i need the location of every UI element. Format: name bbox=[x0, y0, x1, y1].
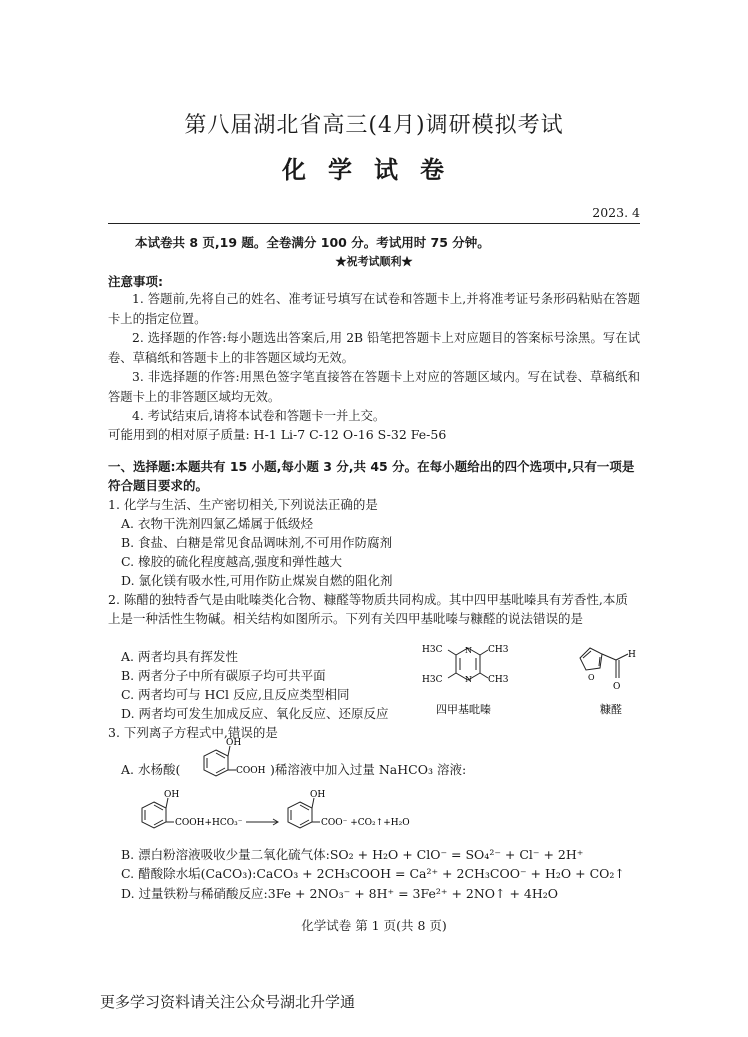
salicylic-acid-structure bbox=[200, 736, 280, 782]
good-luck: ★祝考试顺利★ bbox=[335, 255, 413, 268]
notice-title: 注意事项: bbox=[108, 274, 163, 289]
section-heading: 一、选择题:本题共有 15 小题,每小题 3 分,共 45 分。在每小题给出的四个选项中,只有一项是符合题目要求的。 bbox=[108, 459, 635, 493]
subject-title: 化学试卷 bbox=[282, 155, 466, 184]
q1-option-a: A. 衣物干洗剂四氯乙烯属于低级烃 bbox=[121, 516, 313, 531]
salicylic-reaction bbox=[138, 788, 438, 838]
q2-stem: 2. 陈醋的独特香气是由吡嗪类化合物、糠醛等物质共同构成。其中四甲基吡嗪具有芳香性,本质上是一种活性生物碱。相关结构如图所示。下列有关四甲基吡嗪与糠醛的说法错误的是 bbox=[108, 592, 628, 626]
reactant-oh: OH bbox=[164, 790, 180, 800]
q1-option-b: B. 食盐、白糖是常见食品调味剂,不可用作防腐剂 bbox=[121, 535, 393, 550]
furfural-structure bbox=[570, 636, 650, 722]
notice-item-4: 4. 考试结束后,请将本试卷和答题卡一并上交。 bbox=[132, 409, 386, 423]
q3-option-b: B. 漂白粉溶液吸收少量二氧化硫气体:SO₂ + H₂O + ClO⁻ = SO₄²⁻ + Cl⁻ + 2H⁺ bbox=[121, 847, 584, 862]
q1-stem: 1. 化学与生活、生产密切相关,下列说法正确的是 bbox=[108, 497, 378, 512]
carbonyl-o: O bbox=[613, 682, 621, 692]
exam-date: 2023. 4 bbox=[592, 205, 640, 220]
q2-option-b: B. 两者分子中所有碳原子均可共平面 bbox=[121, 668, 326, 683]
h3c-bottom-left: H3C bbox=[422, 675, 443, 685]
q1-option-d: D. 氯化镁有吸水性,可用作防止煤炭自燃的阻化剂 bbox=[121, 573, 393, 588]
salicylic-cooh: COOH bbox=[236, 766, 266, 776]
ch3-top-right: CH3 bbox=[488, 645, 509, 655]
furan-o: O bbox=[588, 673, 595, 682]
tetramethylpyrazine-structure bbox=[418, 640, 518, 722]
notice-item-1: 1. 答题前,先将自己的姓名、准考证号填写在试卷和答题卡上,并将准考证号条形码粘贴在答题卡上的指定位置。 bbox=[108, 292, 640, 326]
notice-item-2: 2. 选择题的作答:每小题选出答案后,用 2B 铅笔把答题卡上对应题目的答案标号涂黑。写在试卷、草稿纸和答题卡上的非答题区域均无效。 bbox=[108, 331, 640, 365]
q2-option-a: A. 两者均具有挥发性 bbox=[121, 649, 238, 664]
q3-stem: 3. 下列离子方程式中,错误的是 bbox=[108, 725, 278, 740]
exam-info: 本试卷共 8 页,19 题。全卷满分 100 分。考试用时 75 分钟。 bbox=[135, 235, 490, 250]
q3-option-d: D. 过量铁粉与稀硝酸反应:3Fe + 2NO₃⁻ + 8H⁺ = 3Fe²⁺ + 2NO↑ + 4H₂O bbox=[121, 886, 559, 901]
pyrazine-n-top: N bbox=[465, 646, 472, 655]
q2-option-c: C. 两者均可与 HCl 反应,且反应类型相同 bbox=[121, 687, 350, 702]
header-rule bbox=[108, 223, 640, 224]
salicylic-oh: OH bbox=[226, 738, 242, 748]
exam-title: 第八届湖北省高三(4月)调研模拟考试 bbox=[184, 113, 564, 138]
q3-option-c: C. 醋酸除水垢(CaCO₃):CaCO₃ + 2CH₃COOH = Ca²⁺ + 2CH₃COO⁻ + H₂O + CO₂↑ bbox=[121, 866, 625, 881]
promo-text: 更多学习资料请关注公众号湖北升学通 bbox=[100, 993, 356, 1011]
tmp-caption: 四甲基吡嗪 bbox=[436, 703, 491, 716]
product-oh: OH bbox=[310, 790, 326, 800]
page-footer: 化学试卷 第 1 页(共 8 页) bbox=[301, 918, 447, 933]
atomic-masses: 可能用到的相对原子质量: H-1 Li-7 C-12 O-16 S-32 Fe-56 bbox=[108, 427, 447, 442]
reactant-formula: COOH+HCO₃⁻ bbox=[175, 818, 243, 828]
notice-item-3: 3. 非选择题的作答:用黑色签字笔直接答在答题卡上对应的答题区域内。写在试卷、草稿纸和答题卡上的非答题区域均无效。 bbox=[108, 370, 640, 404]
q1-option-c: C. 橡胶的硫化程度越高,强度和弹性越大 bbox=[121, 554, 343, 569]
q2-option-d: D. 两者均可发生加成反应、氧化反应、还原反应 bbox=[121, 706, 389, 721]
furfural-caption: 糠醛 bbox=[600, 703, 622, 716]
product-formula: COO⁻ +CO₂↑+H₂O bbox=[321, 818, 410, 828]
ch3-bottom-right: CH3 bbox=[488, 675, 509, 685]
h3c-top-left: H3C bbox=[422, 645, 443, 655]
q3-option-a-prefix: A. 水杨酸( bbox=[121, 762, 181, 777]
pyrazine-n-bottom: N bbox=[465, 675, 472, 684]
q3-option-a-suffix: )稀溶液中加入过量 NaHCO₃ 溶液: bbox=[270, 762, 467, 777]
aldehyde-h: H bbox=[628, 650, 636, 660]
